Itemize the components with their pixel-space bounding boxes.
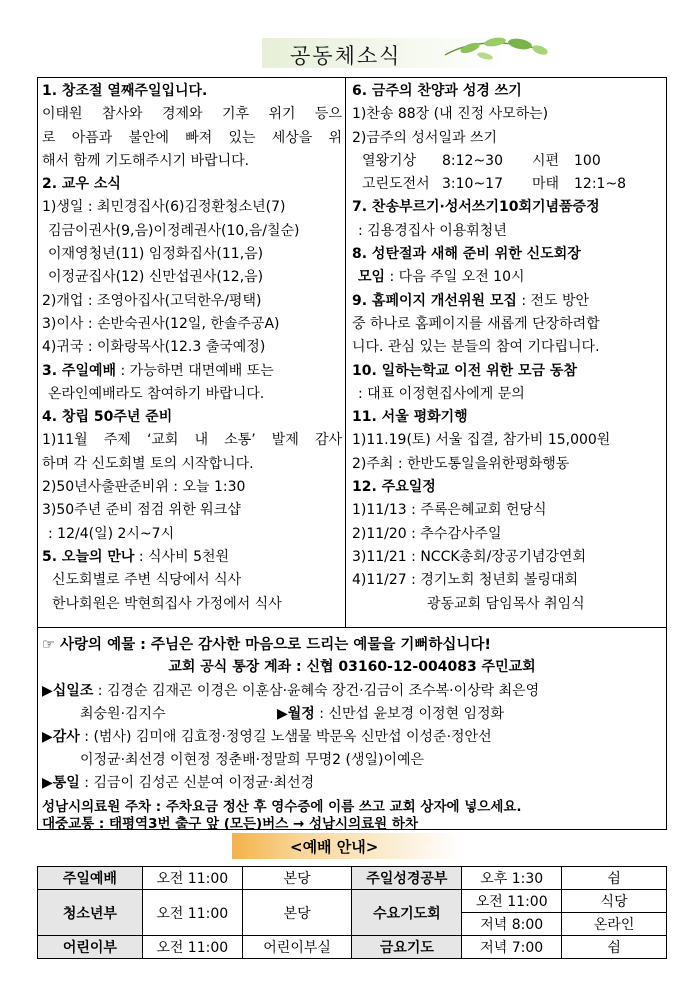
table-cell: 오전 11:00 bbox=[142, 890, 242, 936]
reading-ref: 3:10~17 bbox=[442, 176, 503, 193]
text-line: 3)11/21 : NCCK총회/장공기념강연회 bbox=[352, 548, 586, 565]
offering-intro: ☞ 사랑의 예물 : 주님은 감사한 마음으로 드리는 예물을 기뻐하십니다! bbox=[42, 637, 492, 653]
text-line: 니다. 관심 있는 분들의 참여 기다립니다. bbox=[352, 339, 600, 356]
text-line: 이태원 참사와 경제와 기후 위기 등으 bbox=[42, 106, 342, 123]
text-line: 2)금주의 성서일과 쓰기 bbox=[352, 129, 497, 146]
thanks-names: : (범사) 김미애 김효정·정영길 노샘물 박문옥 신만섭 이성준·정안선 bbox=[79, 729, 492, 745]
text-line: 온라인예배라도 참여하기 바랍니다. bbox=[48, 385, 265, 402]
reading-book: 열왕기상 bbox=[362, 152, 417, 169]
table-cell: 식당 bbox=[562, 890, 667, 913]
section-12-heading: 12. 주요일정 bbox=[352, 479, 436, 496]
text-span: 모임 bbox=[358, 269, 386, 286]
table-row bbox=[38, 890, 667, 913]
text-line: 신도회별로 주변 식당에서 식사 bbox=[52, 572, 242, 589]
reading-ref: 100 bbox=[574, 152, 601, 169]
unity-names: : 김금이 김성곤 신분여 이정균·최선경 bbox=[79, 775, 315, 791]
table-cell: 어린이부실 bbox=[242, 936, 352, 959]
right-column bbox=[352, 80, 664, 616]
section-1-heading: 1. 창조절 열째주일입니다. bbox=[42, 83, 208, 99]
section-5-heading: 5. 오늘의 만나 bbox=[42, 548, 135, 565]
text-line: 2)개업 : 조영아집사(고덕한우/평택) bbox=[42, 292, 262, 309]
text-line: : 대표 이정현집사에게 문의 bbox=[358, 385, 525, 402]
transit-notice: 대중교통 : 태평역3번 출구 앞 (모든)버스 → 성남시의료원 하차 bbox=[42, 816, 418, 832]
section-2-heading: 2. 교우 소식 bbox=[42, 176, 121, 193]
table-cell: 어린이부 bbox=[38, 936, 143, 959]
text-line: : 김용경집사 이용휘청년 bbox=[358, 222, 507, 239]
section-8-heading: 8. 성탄절과 새해 준비 위한 신도회장 bbox=[352, 246, 581, 263]
text-line: : 12/4(일) 2시~7시 bbox=[48, 525, 175, 542]
section-8-line bbox=[352, 266, 664, 289]
monthly-names: : 신만섭 윤보경 이정현 임정화 bbox=[314, 706, 505, 722]
section-4-heading: 4. 창립 50주년 준비 bbox=[42, 409, 173, 426]
text-line: 해서 함께 기도해주시기 바랍니다. bbox=[42, 152, 250, 169]
parking-notice: 성남시의료원 주차 : 주차요금 정산 후 영수증에 이름 쓰고 교회 상자에 넣으세요. bbox=[42, 799, 522, 815]
section-5-line bbox=[42, 546, 342, 569]
text-line: 광동교회 담임목사 취임식 bbox=[427, 595, 585, 612]
table-cell: 본당 bbox=[242, 890, 352, 936]
table-cell: 주일예배 bbox=[38, 867, 143, 890]
section-11-heading: 11. 서울 평화기행 bbox=[352, 409, 468, 426]
reading-book: 고린도전서 bbox=[362, 176, 430, 193]
unity-line bbox=[42, 772, 314, 792]
thanks-label: ▶감사 bbox=[42, 729, 80, 745]
table-cell: 수요기도회 bbox=[352, 890, 462, 936]
reading-ref: 8:12~30 bbox=[442, 152, 503, 169]
monthly-label: ▶월정 bbox=[277, 706, 315, 722]
text-line: 1)11.19(토) 서울 집결, 참가비 15,000원 bbox=[352, 432, 611, 449]
page-title: 공동체소식 bbox=[290, 44, 402, 68]
section-9-line bbox=[352, 290, 664, 313]
text-line: 1)찬송 88장 (내 진정 사모하는) bbox=[352, 106, 549, 123]
text-line: 1)11월 주제 ‘교회 내 소통’ 발제 감사 bbox=[42, 432, 342, 449]
text-line: 한나회원은 박현희집사 가정에서 식사 bbox=[52, 595, 282, 612]
worship-title: <예배 안내> bbox=[290, 838, 379, 856]
text-line: 2)주최 : 한반도통일을위한평화행동 bbox=[352, 455, 570, 472]
section-3-line bbox=[42, 360, 342, 383]
worship-table bbox=[37, 866, 667, 959]
text-line: 로 아픔과 불안에 빠져 있는 세상을 위 bbox=[42, 129, 342, 146]
table-cell: 저녁 8:00 bbox=[462, 913, 562, 936]
text-line: 4)귀국 : 이화랑목사(12.3 출국예정) bbox=[42, 339, 266, 356]
table-cell: 오전 11:00 bbox=[462, 890, 562, 913]
tithe-line bbox=[42, 680, 539, 700]
left-column bbox=[42, 80, 342, 616]
reading-book: 마태 bbox=[532, 176, 560, 193]
section-3-heading: 3. 주일예배 bbox=[42, 362, 117, 379]
reading-book: 시편 bbox=[532, 152, 560, 169]
text-line: 2)11/20 : 추수감사주일 bbox=[352, 525, 502, 542]
section-9-heading: 9. 홈페이지 개선위원 모집 bbox=[352, 292, 517, 309]
table-cell: 온라인 bbox=[562, 913, 667, 936]
text-span: : 전도 방안 bbox=[516, 292, 590, 309]
reading-row bbox=[352, 150, 664, 173]
text-line: 하며 각 신도회별 토의 시작합니다. bbox=[42, 455, 254, 472]
reading-row bbox=[352, 173, 664, 196]
thanks-names-2: 이정균·최선경 이현정 정춘배·정말희 무명2 (생일)이예은 bbox=[80, 752, 425, 768]
unity-label: ▶통일 bbox=[42, 775, 80, 791]
table-cell: 주일성경공부 bbox=[352, 867, 462, 890]
text-line: 이재영청년(11) 임정화집사(11,음) bbox=[48, 246, 264, 263]
table-cell: 청소년부 bbox=[38, 890, 143, 936]
tithe-names: : 김경순 김재곤 이경은 이훈삼·윤혜숙 장건·김금이 조수복·이상락 최은영 bbox=[93, 683, 540, 699]
table-cell: 쉼 bbox=[562, 936, 667, 959]
table-cell: 오전 11:00 bbox=[142, 936, 242, 959]
text-line: 2)50년사출판준비위 : 오늘 1:30 bbox=[42, 479, 246, 496]
table-cell: 본당 bbox=[242, 867, 352, 890]
text-line: 3)50주년 준비 점검 위한 워크샵 bbox=[42, 502, 241, 519]
text-line: 1)11/13 : 주록은혜교회 헌당식 bbox=[352, 502, 547, 519]
table-row bbox=[38, 936, 667, 959]
tithe-names-2: 최숭원·김지수 bbox=[80, 706, 166, 722]
thanks-line bbox=[42, 726, 492, 746]
text-span: : 식사비 5천원 bbox=[134, 548, 230, 565]
text-line: 4)11/27 : 경기노회 청년회 볼링대회 bbox=[352, 572, 578, 589]
text-line: 3)이사 : 손반숙권사(12일, 한솔주공A) bbox=[42, 315, 280, 332]
column-divider bbox=[345, 77, 346, 628]
text-line: 김금이권사(9,음)이정례권사(10,음/칠순) bbox=[48, 222, 300, 239]
tithe-label: ▶십일조 bbox=[42, 683, 94, 699]
table-row bbox=[38, 867, 667, 890]
section-6-heading: 6. 금주의 찬양과 성경 쓰기 bbox=[352, 83, 522, 99]
table-cell: 오후 1:30 bbox=[462, 867, 562, 890]
reading-ref: 12:1~8 bbox=[574, 176, 627, 193]
table-cell: 오전 11:00 bbox=[142, 867, 242, 890]
table-cell: 저녁 7:00 bbox=[462, 936, 562, 959]
section-10-heading: 10. 일하는학교 이전 위한 모금 동참 bbox=[352, 362, 577, 379]
text-line: 이정균집사(12) 신만섭권사(12,음) bbox=[48, 269, 264, 286]
table-cell: 금요기도 bbox=[352, 936, 462, 959]
bank-account: 교회 공식 통장 계좌 : 신협 03160-12-004083 주민교회 bbox=[168, 659, 536, 675]
leaf-icon bbox=[440, 30, 560, 70]
text-line: 1)생일 : 최민경집사(6)김정환청소년(7) bbox=[42, 199, 286, 216]
table-cell: 쉼 bbox=[562, 867, 667, 890]
text-line: 중 하나로 홈페이지를 새롭게 단장하려합 bbox=[352, 315, 600, 332]
monthly-line bbox=[277, 703, 504, 723]
text-span: : 가능하면 대면예배 또는 bbox=[116, 362, 274, 379]
section-7-heading: 7. 찬송부르기·성서쓰기10회기념품증정 bbox=[352, 199, 600, 216]
text-span: : 다음 주일 오전 10시 bbox=[385, 269, 525, 286]
